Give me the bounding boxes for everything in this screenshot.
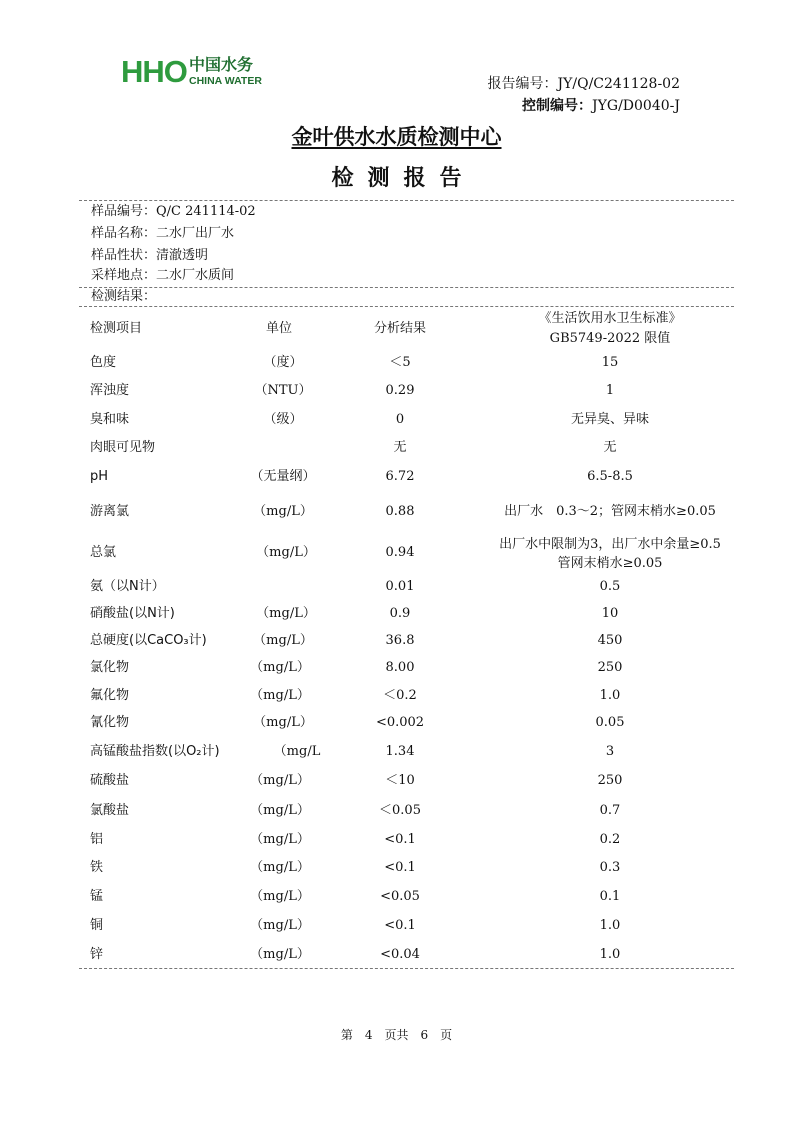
cell-limit: 250 [597, 660, 623, 675]
cell-unit: （mg/L） [250, 803, 310, 818]
cell-limit: 0.05 [595, 715, 625, 730]
cell-result: 36.8 [385, 633, 415, 648]
cell-unit: （mg/L） [256, 545, 316, 560]
header-unit: 单位 [265, 321, 293, 336]
cell-limit: 0.7 [599, 803, 621, 818]
cell-item: 肉眼可见物 [90, 440, 156, 455]
cell-limit: 0.1 [599, 889, 621, 904]
cell-limit: 1.0 [599, 947, 621, 962]
header-standard-line1: 《生活饮用水卫生标准》 [538, 311, 682, 326]
cell-item: 硝酸盐(以N计) [90, 606, 175, 621]
cell-item: 总硬度(以CaCO₃计) [90, 633, 207, 648]
cell-result: <0.04 [380, 947, 420, 962]
cell-limit: 3 [605, 744, 615, 759]
cell-result: 1.34 [385, 744, 415, 759]
report-number [488, 75, 680, 93]
cell-unit: （mg/L） [253, 633, 313, 648]
logo-name-en: CHINA WATER [189, 75, 262, 87]
cell-result: 0.01 [385, 579, 415, 594]
cell-result: 0.29 [385, 383, 415, 398]
cell-limit-line2: 管网末梢水≥0.05 [557, 556, 663, 571]
cell-result: <0.1 [384, 860, 416, 875]
control-number-label: 控制编号： [522, 98, 593, 114]
cell-unit: （mg/L） [250, 660, 310, 675]
cell-unit: （mg/L） [250, 889, 310, 904]
divider-top [79, 200, 734, 201]
cell-result: 6.72 [385, 469, 415, 484]
cell-item: 锌 [90, 947, 104, 962]
cell-item: 铝 [90, 832, 104, 847]
cell-result: 0 [395, 412, 405, 427]
cell-result: <0.1 [384, 832, 416, 847]
cell-unit: （级） [263, 412, 303, 427]
cell-result: <0.002 [375, 715, 425, 730]
page-number: 第 4 页共 6 页 [340, 1028, 453, 1042]
cell-limit: 450 [597, 633, 623, 648]
cell-item: 色度 [90, 355, 117, 370]
document-title: 检测报告 [331, 166, 476, 191]
cell-item: 锰 [90, 889, 104, 904]
cell-item: 氟化物 [90, 688, 130, 703]
cell-unit: （度） [263, 355, 303, 370]
cell-item: 氨（以N计） [90, 579, 165, 594]
cell-unit: （mg/L） [250, 860, 310, 875]
cell-unit: （mg/L） [250, 688, 310, 703]
cell-item: 铁 [90, 860, 104, 875]
cell-limit: 0.5 [599, 579, 621, 594]
cell-item: 臭和味 [90, 412, 130, 427]
cell-item: 氰化物 [90, 715, 130, 730]
cell-limit: 无异臭、异味 [570, 412, 650, 427]
cell-result: 0.9 [389, 606, 411, 621]
cell-limit: 6.5-8.5 [587, 469, 633, 484]
cell-limit: 1.0 [599, 918, 621, 933]
cell-item: 总氯 [90, 545, 117, 560]
sample-name: 样品名称：二水厂出厂水 [91, 226, 235, 241]
sample-property: 样品性状：清澈透明 [91, 248, 209, 263]
cell-unit: （mg/L） [250, 832, 310, 847]
header-result: 分析结果 [373, 321, 427, 336]
company-logo [121, 55, 271, 95]
header-item: 检测项目 [90, 321, 143, 336]
cell-limit: 1 [605, 383, 615, 398]
report-number-value: JY/Q/C241128-02 [557, 76, 680, 92]
cell-result: ＜0.05 [379, 803, 421, 818]
cell-result: <0.1 [384, 918, 416, 933]
cell-item: 硫酸盐 [90, 773, 130, 788]
logo-brand: HHO [121, 54, 187, 89]
cell-unit: （mg/L） [253, 715, 313, 730]
cell-result: <0.05 [380, 889, 420, 904]
cell-result: ＜0.2 [383, 688, 417, 703]
sample-number: 样品编号：Q/C 241114-02 [91, 204, 256, 219]
control-number-value: JYG/D0040-J [592, 98, 680, 114]
cell-item: 氯化物 [90, 660, 130, 675]
cell-limit: 250 [597, 773, 623, 788]
cell-unit: （mg/L） [253, 504, 313, 519]
cell-limit: 15 [601, 355, 619, 370]
cell-unit: （NTU） [254, 383, 312, 398]
cell-item: 铜 [90, 918, 104, 933]
cell-item: 浑浊度 [90, 383, 130, 398]
org-title: 金叶供水水质检测中心 [291, 125, 502, 149]
logo-name-cn: 中国水务 [189, 55, 254, 74]
cell-result: 0.88 [385, 504, 415, 519]
cell-limit: 10 [601, 606, 619, 621]
cell-limit: 出厂水中限制为3，出厂水中余量≥0.5 [499, 537, 721, 552]
cell-unit: （mg/L [273, 744, 321, 759]
divider-bottom [79, 968, 734, 969]
cell-unit: （mg/L） [256, 606, 316, 621]
cell-limit: 出厂水 0.3～2；管网末梢水≥0.05 [504, 504, 716, 519]
cell-limit: 0.2 [599, 832, 621, 847]
cell-item: 氯酸盐 [90, 803, 130, 818]
cell-limit: 0.3 [599, 860, 621, 875]
divider-info [79, 287, 734, 288]
cell-unit: （mg/L） [250, 947, 310, 962]
cell-unit: （无量纲） [250, 469, 316, 484]
results-label: 检测结果： [91, 289, 157, 304]
control-number [522, 97, 680, 115]
cell-unit: （mg/L） [250, 773, 310, 788]
cell-result: 无 [393, 440, 407, 455]
report-number-label: 报告编号： [487, 76, 558, 92]
divider-results [79, 306, 734, 307]
header-standard-line2: GB5749-2022 限值 [549, 331, 671, 346]
cell-limit: 1.0 [599, 688, 621, 703]
sample-location: 采样地点：二水厂水质间 [91, 268, 235, 283]
cell-result: 0.94 [385, 545, 415, 560]
cell-result: ＜10 [385, 773, 415, 788]
cell-result: 8.00 [385, 660, 415, 675]
cell-unit: （mg/L） [250, 918, 310, 933]
cell-limit: 无 [603, 440, 617, 455]
cell-item: pH [90, 469, 109, 484]
cell-result: ＜5 [389, 355, 411, 370]
cell-item: 高锰酸盐指数(以O₂计) [90, 744, 220, 759]
cell-item: 游离氯 [90, 504, 130, 519]
